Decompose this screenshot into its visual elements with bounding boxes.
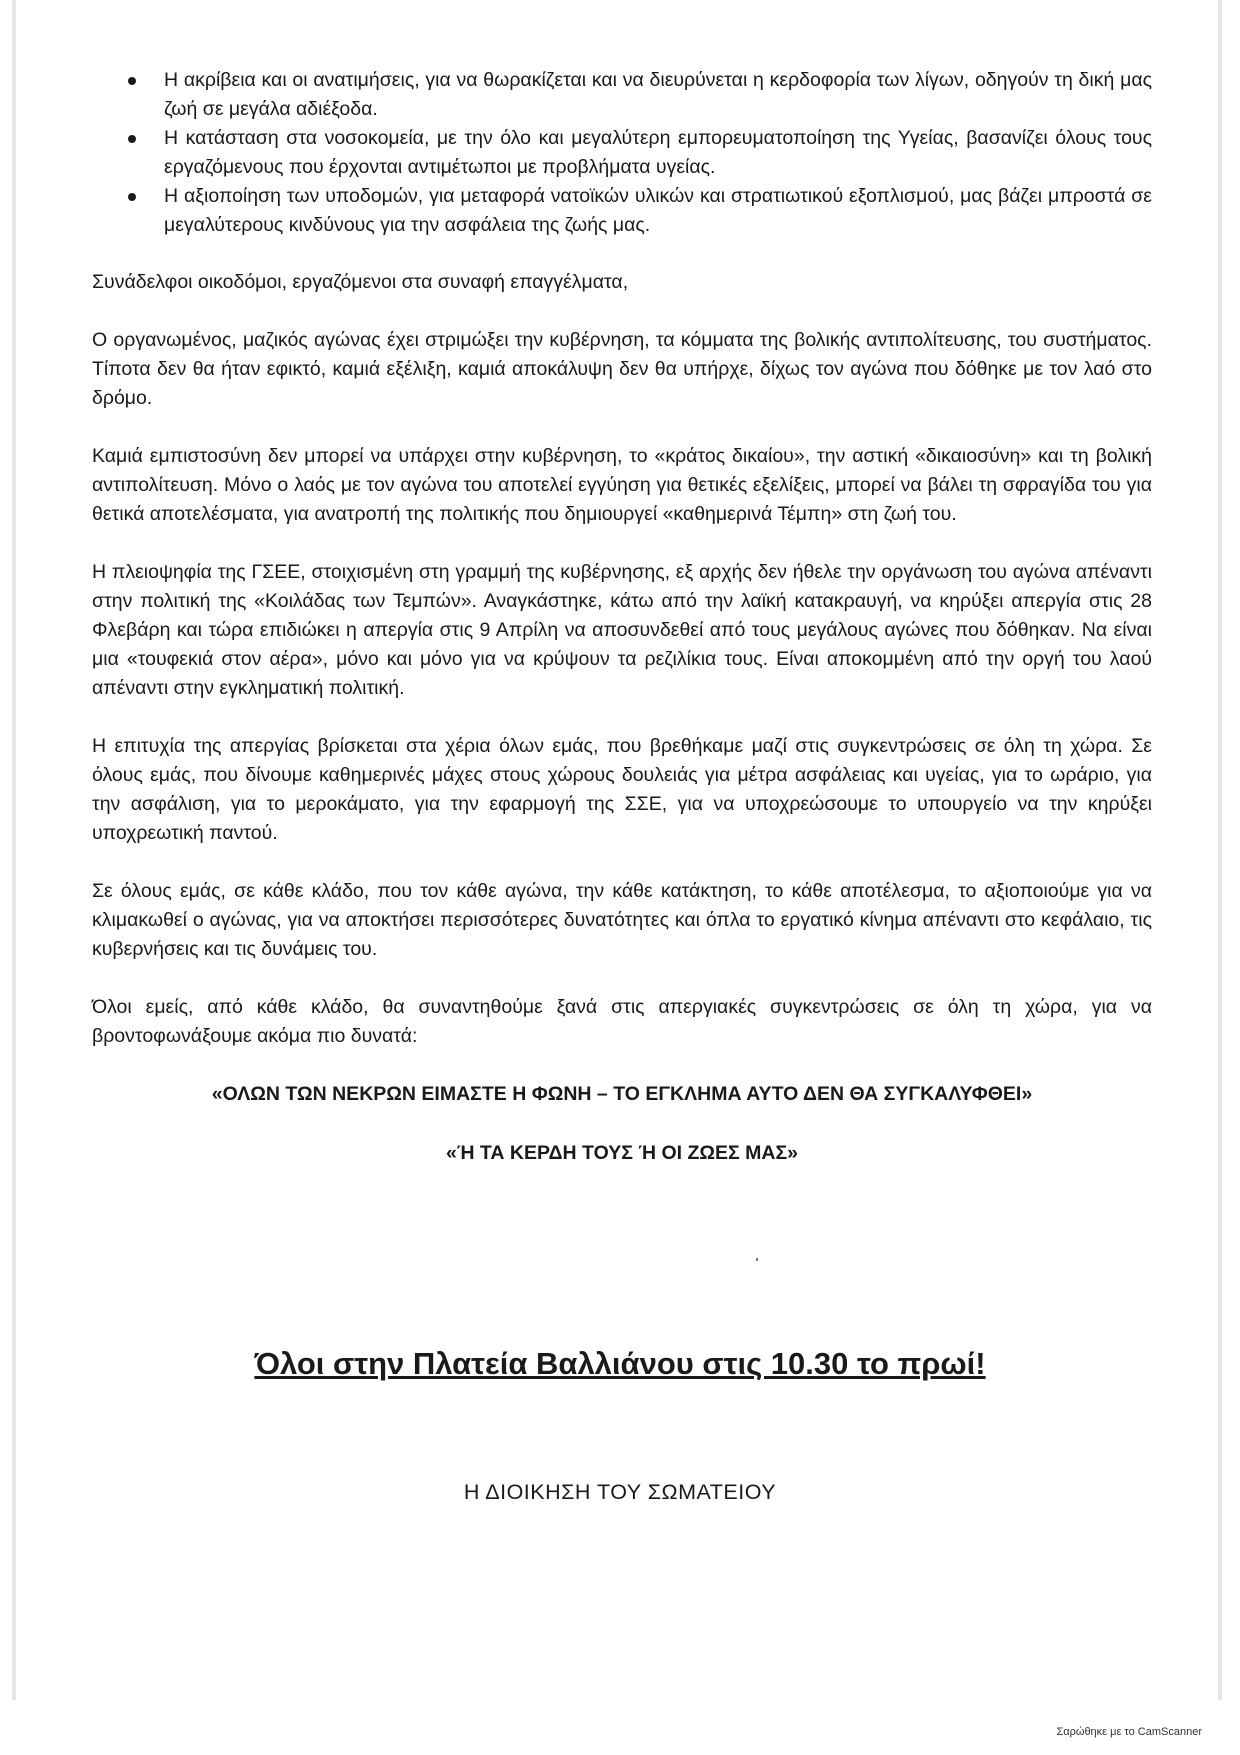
greeting-paragraph: Συνάδελφοι οικοδόμοι, εργαζόμενοι στα συναφή επαγγέλματα, bbox=[92, 271, 629, 293]
list-item bbox=[92, 124, 1152, 182]
slogan-primary: «ΟΛΩΝ ΤΩΝ ΝΕΚΡΩΝ ΕΙΜΑΣΤΕ Η ΦΩΝΗ – ΤΟ ΕΓΚΛΗΜΑ ΑΥΤΟ ΔΕΝ ΘΑ ΣΥΓΚΑΛΥΦΘΕΙ» bbox=[211, 1083, 1033, 1105]
bullet-icon bbox=[128, 193, 136, 201]
scan-edge-left bbox=[12, 0, 16, 1700]
bullet-list bbox=[92, 66, 1152, 240]
closing-paragraph: Όλοι εμείς, από κάθε κλάδο, θα συναντηθούμε ξανά στις απεργιακές συγκεντρώσεις σε όλη τη χώρα, για να βροντοφωνάξουμε ακόμα πιο δυνατά: bbox=[92, 996, 1152, 1047]
list-item bbox=[92, 182, 1152, 240]
paragraph: Ο οργανωμένος, μαζικός αγώνας έχει στριμώξει την κυβέρνηση, τα κόμματα της βολικής αντιπολίτευσης, του συστήματος. Τίποτα δεν θα ήταν εφικτό, καμιά εξέλιξη, καμιά αποκάλυψη δεν θα υπήρχε, δίχως τον αγώνα που δόθηκε με τον λαό στο δρόμο. bbox=[92, 329, 1152, 409]
signature: Η ΔΙΟΙΚΗΣΗ ΤΟΥ ΣΩΜΑΤΕΙΟΥ bbox=[463, 1480, 777, 1504]
paragraph: Η επιτυχία της απεργίας βρίσκεται στα χέρια όλων εμάς, που βρεθήκαμε μαζί στις συγκεντρώσεις σε όλη τη χώρα. Σε όλους εμάς, που δίνουμε καθημερινές μάχες στους χώρους δουλειάς για μέτρα ασφάλειας και υγείας, για το ωράριο, για την ασφάλιση, για το μεροκάματο, για την εφαρμογή της ΣΣΕ, για να υποχρεώσουμε το υπουργείο να την κηρύξει υποχρεωτική παντού. bbox=[92, 735, 1152, 844]
bullet-icon bbox=[128, 77, 136, 85]
bullet-text: Η κατάσταση στα νοσοκομεία, με την όλο και μεγαλύτερη εμπορευματοποίηση της Υγείας, βασανίζει όλους τους εργαζόμενους που έρχονται αντιμέτωποι με προβλήματα υγείας. bbox=[164, 127, 1152, 178]
bullet-text: Η αξιοποίηση των υποδομών, για μεταφορά νατοϊκών υλικών και στρατιωτικού εξοπλισμού, μας βάζει μπροστά σε μεγαλύτερους κινδύνους για την ασφάλεια της ζωής μας. bbox=[164, 185, 1152, 236]
paragraph: Καμιά εμπιστοσύνη δεν μπορεί να υπάρχει στην κυβέρνηση, το «κράτος δικαίου», την αστική «δικαιοσύνη» και τη βολική αντιπολίτευση. Μόνο ο λαός με τον αγώνα του αποτελεί εγγύηση για θετικές εξελίξεις, μπορεί να βάλει τη σφραγίδα του για θετικά αποτελέσματα, για ανατροπή της πολιτικής που δημιουργεί «καθημερινά Τέμπη» στη ζωή του. bbox=[92, 445, 1152, 525]
paragraph: Η πλειοψηφία της ΓΣΕΕ, στοιχισμένη στη γραμμή της κυβέρνησης, εξ αρχής δεν ήθελε την οργάνωση του αγώνα απέναντι στην πολιτική της «Κοιλάδας των Τεμπών». Αναγκάστηκε, κάτω από την λαϊκή κατακραυγή, να κηρύξει απεργία στις 28 Φλεβάρη και τώρα επιδιώκει η απεργία στις 9 Απρίλη να αποσυνδεθεί από τους μεγάλους αγώνες που δόθηκαν. Να είναι μια «τουφεκιά στον αέρα», μόνο και μόνο για να κρύψουν τα ρεζιλίκια τους. Είναι αποκομμένη από την οργή του λαού απέναντι στην εγκληματική πολιτική. bbox=[92, 561, 1152, 699]
call-to-action: Όλοι στην Πλατεία Βαλλιάνου στις 10.30 το πρωί! bbox=[254, 1346, 986, 1381]
document-body bbox=[92, 66, 1152, 1168]
bullet-text: Η ακρίβεια και οι ανατιμήσεις, για να θωρακίζεται και να διευρύνεται η κερδοφορία των λίγων, οδηγούν τη δική μας ζωή σε μεγάλα αδιέξοδα. bbox=[164, 69, 1152, 120]
slogan-secondary: «Ή ΤΑ ΚΕΡΔΗ ΤΟΥΣ Ή ΟΙ ΖΩΕΣ ΜΑΣ» bbox=[446, 1142, 798, 1164]
scanner-watermark: Σαρώθηκε με το CamScanner bbox=[1056, 1726, 1202, 1738]
paragraph: Σε όλους εμάς, σε κάθε κλάδο, που τον κάθε αγώνα, την κάθε κατάκτηση, το κάθε αποτέλεσμα, το αξιοποιούμε για να κλιμακωθεί ο αγώνας, για να αποκτήσει περισσότερες δυνατότητες και όπλα το εργατικό κίνημα απέναντι στο κεφάλαιο, τις κυβερνήσεις και τις δυνάμεις του. bbox=[92, 880, 1152, 960]
list-item bbox=[92, 66, 1152, 124]
bullet-icon bbox=[128, 135, 136, 143]
scan-edge-right bbox=[1218, 0, 1222, 1700]
scan-speck bbox=[756, 1258, 758, 1261]
